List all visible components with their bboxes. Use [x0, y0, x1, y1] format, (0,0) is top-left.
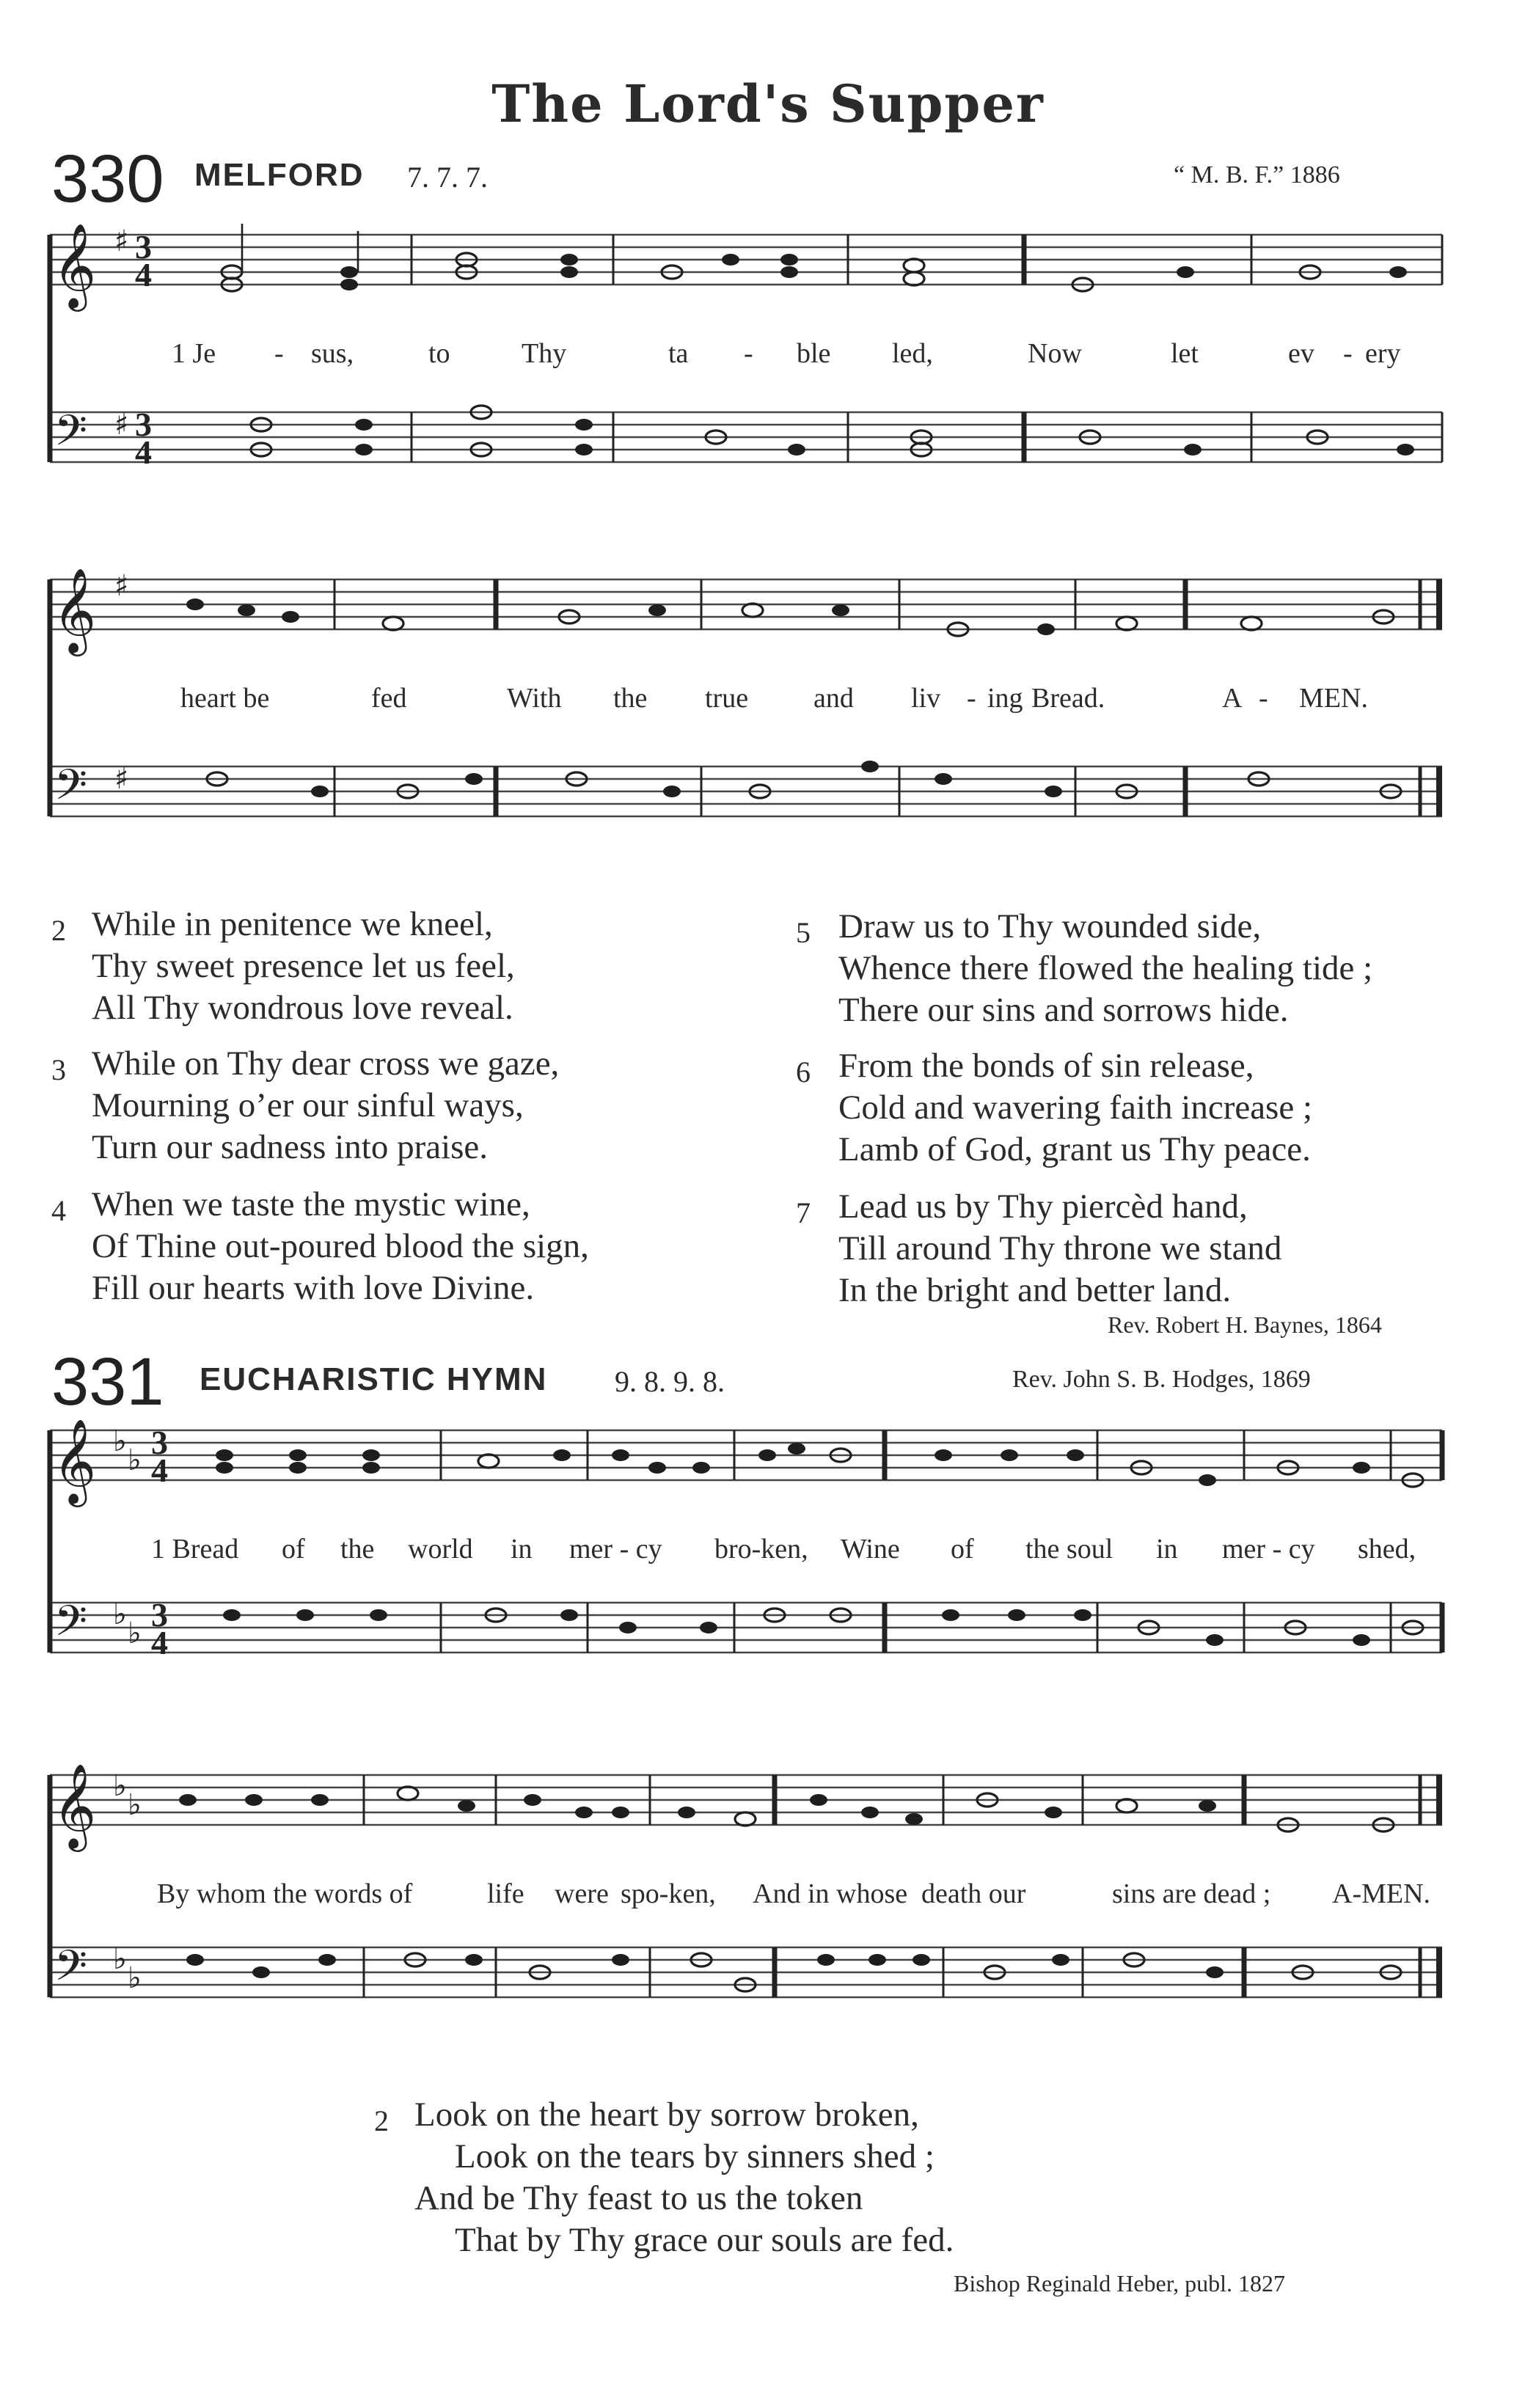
lyrics-line	[41, 337, 1449, 374]
syllable: of	[951, 1534, 974, 1565]
flat-icon: ♭	[113, 1424, 127, 1458]
lyrics-line	[41, 1878, 1449, 1914]
flat-icon: ♭	[113, 1769, 127, 1803]
verse-line: Cold and wavering faith increase ;	[838, 1088, 1313, 1127]
syllable: ta	[668, 338, 689, 369]
sharp-icon: ♯	[114, 762, 129, 796]
syllable: spo-ken,	[621, 1878, 716, 1909]
svg-text:3: 3	[151, 1424, 168, 1461]
verse-line: Of Thine out-poured blood the sign,	[92, 1227, 589, 1265]
syllable: -	[1343, 338, 1353, 369]
syllable: Wine	[841, 1534, 900, 1565]
syllable: bro-ken,	[714, 1534, 808, 1565]
syllable: -	[1259, 683, 1268, 714]
treble-clef-icon: 𝄞	[53, 1418, 97, 1504]
verse-line: Lamb of God, grant us Thy peace.	[838, 1130, 1311, 1168]
verse	[796, 1186, 1281, 1311]
verse	[374, 2094, 1254, 2270]
verse-line: There our sins and sorrows hide.	[838, 991, 1289, 1029]
music-system	[41, 220, 1449, 513]
svg-text:4: 4	[135, 433, 152, 471]
syllable: ble	[797, 338, 831, 369]
sharp-icon: ♯	[114, 408, 129, 442]
verse-line: Fill our hearts with love Divine.	[92, 1269, 535, 1307]
verse-line: That by Thy grace our souls are fed.	[455, 2221, 954, 2259]
syllable: and	[813, 683, 854, 714]
syllable: ing	[987, 683, 1023, 714]
verse-line: Draw us to Thy wounded side,	[838, 907, 1262, 945]
syllable: -	[744, 338, 753, 369]
verse-line: While in penitence we kneel,	[92, 905, 493, 943]
svg-text:4: 4	[151, 1624, 168, 1661]
syllable: life	[487, 1878, 524, 1909]
verse-number: 2	[374, 2104, 389, 2137]
syllable: let	[1171, 338, 1199, 369]
flat-icon: ♭	[128, 1961, 142, 1995]
bass-clef-icon: 𝄢	[54, 760, 88, 820]
verse-line: When we taste the mystic wine,	[92, 1185, 530, 1223]
verse-line: Till around Thy throne we stand	[838, 1229, 1282, 1267]
lyrics-line	[41, 682, 1449, 719]
verse-line: While on Thy dear cross we gaze,	[92, 1044, 560, 1083]
svg-text:3: 3	[151, 1596, 168, 1633]
treble-clef-icon: 𝄞	[53, 1763, 97, 1848]
syllable: world	[408, 1534, 473, 1565]
hymn-author: Bishop Reginald Heber, publ. 1827	[954, 2270, 1285, 2297]
hymn-author: Rev. Robert H. Baynes, 1864	[1108, 1311, 1382, 1338]
syllable: Now	[1028, 338, 1082, 369]
syllable: to	[428, 338, 450, 369]
verse-number: 4	[51, 1194, 66, 1227]
syllable: Bread.	[1031, 683, 1105, 714]
syllable: A-MEN.	[1332, 1878, 1431, 1909]
sharp-icon: ♯	[114, 569, 129, 603]
verse	[51, 1184, 589, 1309]
flat-icon: ♭	[128, 1443, 142, 1477]
syllable: in	[1156, 1534, 1178, 1565]
flat-icon: ♭	[128, 1617, 142, 1650]
bass-clef-icon: 𝄢	[54, 1596, 88, 1656]
syllable: led,	[892, 338, 933, 369]
verse-line: Thy sweet presence let us feel,	[92, 947, 515, 985]
verse-line: From the bonds of sin release,	[838, 1047, 1254, 1085]
svg-text:4: 4	[151, 1452, 168, 1489]
syllable: mer - cy	[1222, 1534, 1315, 1565]
music-system	[41, 565, 1449, 858]
verses-right	[796, 906, 1500, 1331]
treble-clef-icon: 𝄞	[53, 222, 97, 308]
verse-line: And be Thy feast to us the token	[414, 2179, 863, 2217]
syllable: sins are dead ;	[1112, 1878, 1271, 1909]
bass-clef-icon: 𝄢	[54, 406, 88, 466]
verse-number: 3	[51, 1053, 66, 1086]
verse-line: Look on the heart by sorrow broken,	[414, 2096, 919, 2134]
composer: Rev. John S. B. Hodges, 1869	[1012, 1366, 1311, 1393]
verse-number: 7	[796, 1196, 811, 1229]
flat-icon: ♭	[113, 1598, 127, 1631]
syllable: the	[340, 1534, 375, 1565]
syllable: true	[705, 683, 749, 714]
meter: 9. 8. 9. 8.	[615, 1365, 725, 1398]
syllable: sus,	[311, 338, 354, 369]
verse	[51, 904, 515, 1029]
verse	[796, 906, 1372, 1031]
syllable: shed,	[1358, 1534, 1416, 1565]
svg-text:3: 3	[135, 406, 152, 443]
syllable: in	[511, 1534, 533, 1565]
syllable: 1 Bread	[151, 1534, 239, 1565]
svg-text:4: 4	[135, 256, 152, 293]
verses-left	[51, 904, 734, 1329]
bass-clef-icon: 𝄢	[54, 1941, 88, 2001]
verse-line: Mourning o’er our sinful ways,	[92, 1086, 524, 1124]
syllable: death our	[921, 1878, 1026, 1909]
syllable: MEN.	[1299, 683, 1368, 714]
verse-number: 2	[51, 914, 66, 947]
syllable: the soul	[1025, 1534, 1113, 1565]
tune-name: MELFORD	[194, 157, 365, 193]
bass-staff	[50, 412, 1442, 462]
meter: 7. 7. 7.	[407, 161, 488, 194]
tune-name: EUCHARISTIC HYMN	[200, 1361, 548, 1397]
syllable: were	[555, 1878, 609, 1909]
verse	[796, 1045, 1312, 1171]
treble-staff	[50, 235, 1442, 285]
syllable: heart be	[180, 683, 270, 714]
verse-line: Whence there flowed the healing tide ;	[838, 949, 1373, 987]
verse-number: 6	[796, 1055, 811, 1088]
sharp-icon: ♯	[114, 224, 129, 258]
verse-line: Lead us by Thy piercèd hand,	[838, 1187, 1248, 1226]
syllable: the	[613, 683, 648, 714]
syllable: of	[282, 1534, 305, 1565]
verse-line: All Thy wondrous love reveal.	[92, 989, 513, 1027]
syllable: mer - cy	[569, 1534, 662, 1565]
syllable: fed	[371, 683, 407, 714]
hymn-number: 330	[51, 142, 164, 216]
syllable: Thy	[522, 338, 567, 369]
syllable: And in whose	[753, 1878, 908, 1909]
syllable: With	[507, 683, 562, 714]
syllable: ev	[1288, 338, 1314, 369]
syllable: 1 Je	[172, 338, 216, 369]
verse-number: 5	[796, 916, 811, 949]
verse-line: Turn our sadness into praise.	[92, 1128, 489, 1166]
flat-icon: ♭	[113, 1942, 127, 1976]
verse	[51, 1043, 559, 1168]
music-system	[41, 1760, 1449, 2054]
music-system	[41, 1416, 1449, 1709]
syllable: ery	[1365, 338, 1401, 369]
syllable: A	[1222, 683, 1243, 714]
syllable: liv	[911, 683, 941, 714]
svg-text:3: 3	[135, 228, 152, 266]
syllable: -	[967, 683, 976, 714]
verse-line: In the bright and better land.	[838, 1271, 1232, 1309]
syllable: By whom the words of	[157, 1878, 413, 1909]
syllable: -	[274, 338, 284, 369]
lyrics-line	[41, 1533, 1449, 1570]
treble-clef-icon: 𝄞	[53, 567, 97, 653]
hymn-number: 331	[51, 1344, 164, 1419]
composer: “ M. B. F.” 1886	[1174, 161, 1340, 189]
verse-line: Look on the tears by sinners shed ;	[455, 2137, 935, 2175]
page-title: The Lord's Supper	[491, 73, 1045, 134]
flat-icon: ♭	[128, 1788, 142, 1822]
